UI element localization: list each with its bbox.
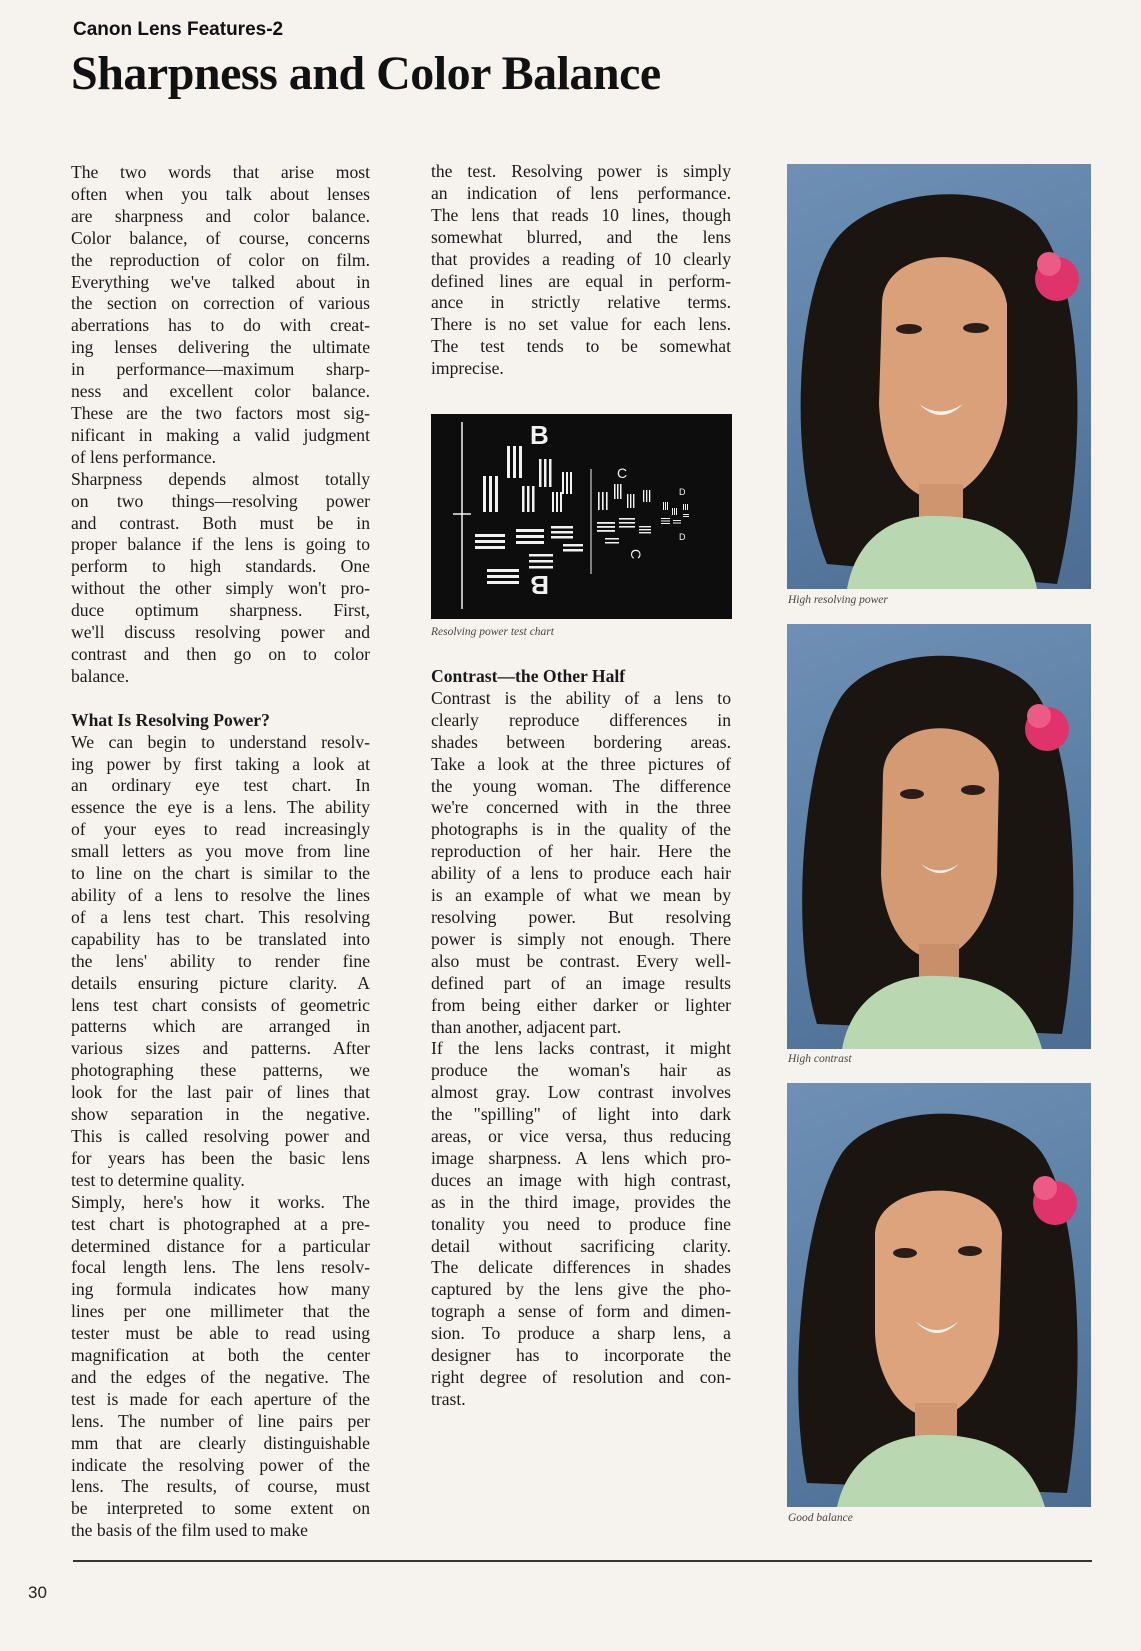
text-line: an indication of lens performance.: [431, 182, 731, 203]
text-line: look for the last pair of lines that: [71, 1082, 370, 1103]
text-line: clearly reproduce differences in: [431, 709, 731, 730]
chart-letter-b-bottom: B: [530, 570, 549, 600]
contrast-paragraph: [431, 688, 731, 1039]
test-chart-graphic: [431, 414, 732, 619]
text-line: magnification at both the center: [71, 1345, 370, 1366]
text-line: focal length lens. The lens resolv-: [71, 1257, 370, 1278]
portrait-good-balance: [787, 1083, 1091, 1507]
text-line: in performance—maximum sharp-: [71, 359, 370, 380]
text-line: is an example of what we mean by: [431, 885, 731, 906]
text-line: of your eyes to read increasingly: [71, 819, 370, 840]
text-line: test is made for each aperture of the: [71, 1388, 370, 1409]
text-line: the test. Resolving power is simply: [431, 161, 731, 181]
text-line: trast.: [431, 1388, 466, 1409]
text-line: right degree of resolution and con-: [431, 1367, 731, 1387]
text-line: reproduction of her hair. Here the: [431, 841, 731, 862]
text-line: of a lens test chart. This resolving: [71, 906, 370, 927]
text-line: tonality you need to produce fine: [431, 1213, 731, 1234]
text-line: the reproduction of color on film.: [71, 249, 370, 270]
text-line: be interpreted to some extent on: [71, 1498, 370, 1519]
text-line: ness and excellent color balance.: [71, 381, 370, 402]
text-line: Contrast is the ability of a lens to: [431, 687, 731, 708]
text-line: imprecise.: [431, 358, 504, 379]
text-line: than another, adjacent part.: [431, 1016, 622, 1037]
text-line: we'll discuss resolving power and: [71, 622, 370, 643]
text-line: resolving power. But resolving: [431, 906, 731, 927]
text-line: often when you talk about lenses: [71, 183, 370, 204]
text-line: The delicate differences in shades: [431, 1257, 731, 1278]
chart-caption: Resolving power test chart: [431, 626, 554, 638]
text-line: the young woman. The difference: [431, 775, 731, 796]
text-line: show separation in the negative.: [71, 1104, 370, 1125]
text-line: If the lens lacks contrast, it might: [431, 1038, 731, 1059]
text-line: we're concerned with in the three: [431, 797, 731, 818]
text-line: duces an image with high contrast,: [431, 1169, 731, 1190]
text-line: defined lines are equal in perform-: [431, 270, 731, 291]
text-line: This is called resolving power and: [71, 1125, 370, 1146]
text-line: ance in strictly relative terms.: [431, 292, 731, 313]
text-line: areas, or vice versa, thus reducing: [431, 1126, 731, 1147]
text-line: Sharpness depends almost totally: [71, 468, 370, 489]
text-line: small letters as you move from line: [71, 841, 370, 862]
text-line: and contrast. Both must be in: [71, 512, 370, 533]
text-line: ing formula indicates how many: [71, 1279, 370, 1300]
text-line: There is no set value for each lens.: [431, 314, 731, 335]
how-it-works-paragraph: [71, 1192, 370, 1543]
text-line: mm that are clearly distinguishable: [71, 1432, 370, 1453]
text-line: that provides a reading of 10 clearly: [431, 248, 731, 269]
text-line: aberrations has to do with creat-: [71, 315, 370, 336]
text-line: Color balance, of course, concerns: [71, 227, 370, 248]
resolving-power-paragraph: [71, 732, 370, 1192]
text-line: shades between bordering areas.: [431, 731, 731, 752]
text-line: The test tends to be somewhat: [431, 336, 731, 357]
text-column-2: [431, 161, 731, 380]
text-line: somewhat blurred, and the lens: [431, 226, 731, 247]
text-line: Everything we've talked about in: [71, 271, 370, 292]
photo-caption-3: Good balance: [788, 1512, 853, 1524]
photo-caption-2: High contrast: [788, 1053, 852, 1065]
contrast-heading: Contrast—the Other Half: [431, 666, 626, 686]
text-line: contrast and then go on to color: [71, 643, 370, 664]
text-line: and the edges of the negative. The: [71, 1366, 370, 1387]
text-line: These are the two factors most sig-: [71, 402, 370, 423]
text-line: tester must be able to read using: [71, 1323, 370, 1344]
text-column-2-lower: [431, 666, 731, 1411]
text-line: ing power by first taking a look at: [71, 753, 370, 774]
text-line: of lens performance.: [71, 446, 217, 467]
text-line: lens test chart consists of geometric: [71, 994, 370, 1015]
text-line: The two words that arise most: [71, 162, 370, 182]
chart-letter-c: C: [617, 465, 628, 481]
text-line: for years has been the basic lens: [71, 1147, 370, 1168]
text-line: nificant in making a valid judgment: [71, 424, 370, 445]
text-line: test chart is photographed at a pre-: [71, 1213, 370, 1234]
text-line: the lens' ability to render fine: [71, 950, 370, 971]
resolving-power-test-chart: [431, 414, 732, 619]
text-line: defined part of an image results: [431, 972, 731, 993]
text-line: ability of a lens to produce each hair: [431, 863, 731, 884]
text-line: balance.: [71, 665, 130, 686]
text-line: duce optimum sharpness. First,: [71, 600, 370, 621]
section-kicker: Canon Lens Features-2: [73, 19, 284, 40]
text-line: lens. The number of line pairs per: [71, 1410, 370, 1431]
text-line: capability has to be translated into: [71, 928, 370, 949]
text-line: detail without sacrificing clarity.: [431, 1235, 731, 1256]
text-line: Simply, here's how it works. The: [71, 1191, 370, 1212]
text-line: ability of a lens to resolve the lines: [71, 885, 370, 905]
text-line: lines per one millimeter that the: [71, 1301, 370, 1322]
text-column-1: [71, 162, 370, 1542]
text-line: photographs is in the quality of the: [431, 819, 731, 840]
text-line: tograph a sense of form and dimen-: [431, 1301, 731, 1322]
text-line: test to determine quality.: [71, 1169, 245, 1190]
text-line: without the other simply won't pro-: [71, 578, 370, 599]
text-line: perform to high standards. One: [71, 556, 370, 577]
text-line: from being either darker or lighter: [431, 994, 731, 1015]
chart-letter-d: D: [679, 487, 686, 497]
text-line: almost gray. Low contrast involves: [431, 1082, 731, 1103]
text-line: proper balance if the lens is going to: [71, 534, 370, 555]
text-line: essence the eye is a lens. The ability: [71, 797, 370, 818]
text-line: patterns which are arranged in: [71, 1016, 370, 1037]
page-title: Sharpness and Color Balance: [71, 47, 661, 100]
text-line: details ensuring picture clarity. A: [71, 972, 370, 993]
text-line: on two things—resolving power: [71, 490, 370, 511]
text-line: the basis of the film used to make: [71, 1520, 308, 1541]
text-line: as in the third image, provides the: [431, 1191, 731, 1212]
text-line: determined distance for a particular: [71, 1235, 370, 1256]
chart-letter-d-rotated: D: [679, 532, 686, 542]
footer-rule: [73, 1560, 1092, 1562]
text-line: also must be contrast. Every well-: [431, 950, 731, 971]
text-line: power is simply not enough. There: [431, 928, 731, 949]
text-line: to line on the chart is similar to the: [71, 863, 370, 884]
portrait-high-resolving-power: [787, 164, 1091, 589]
text-line: the "spilling" of light into dark: [431, 1104, 731, 1125]
text-line: produce the woman's hair as: [431, 1060, 731, 1081]
text-line: photographing these patterns, we: [71, 1060, 370, 1081]
portrait-high-contrast: [787, 624, 1091, 1049]
text-line: We can begin to understand resolv-: [71, 731, 370, 752]
page-number: 30: [28, 1583, 47, 1602]
text-line: Take a look at the three pictures of: [431, 753, 731, 774]
text-line: various sizes and patterns. After: [71, 1038, 370, 1059]
intro-paragraph: [71, 162, 370, 469]
text-line: lens. The results, of course, must: [71, 1476, 370, 1497]
text-line: sion. To produce a sharp lens, a: [431, 1323, 731, 1344]
chart-letter-b-top: B: [530, 420, 549, 450]
text-line: ing lenses delivering the ultimate: [71, 337, 370, 358]
continued-paragraph: [431, 161, 731, 380]
text-line: image sharpness. A lens which pro-: [431, 1147, 731, 1168]
text-line: designer has to incorporate the: [431, 1345, 731, 1366]
chart-letter-c-rotated: C: [628, 549, 644, 560]
sharpness-paragraph: [71, 469, 370, 688]
resolving-power-heading: What Is Resolving Power?: [71, 709, 270, 730]
text-line: captured by the lens give the pho-: [431, 1279, 731, 1300]
text-line: are sharpness and color balance.: [71, 205, 370, 226]
text-line: indicate the resolving power of the: [71, 1454, 370, 1475]
low-contrast-paragraph: [431, 1038, 731, 1410]
text-line: The lens that reads 10 lines, though: [431, 204, 731, 225]
photo-caption-1: High resolving power: [788, 594, 888, 606]
text-line: an ordinary eye test chart. In: [71, 775, 370, 796]
text-line: the section on correction of various: [71, 293, 370, 314]
